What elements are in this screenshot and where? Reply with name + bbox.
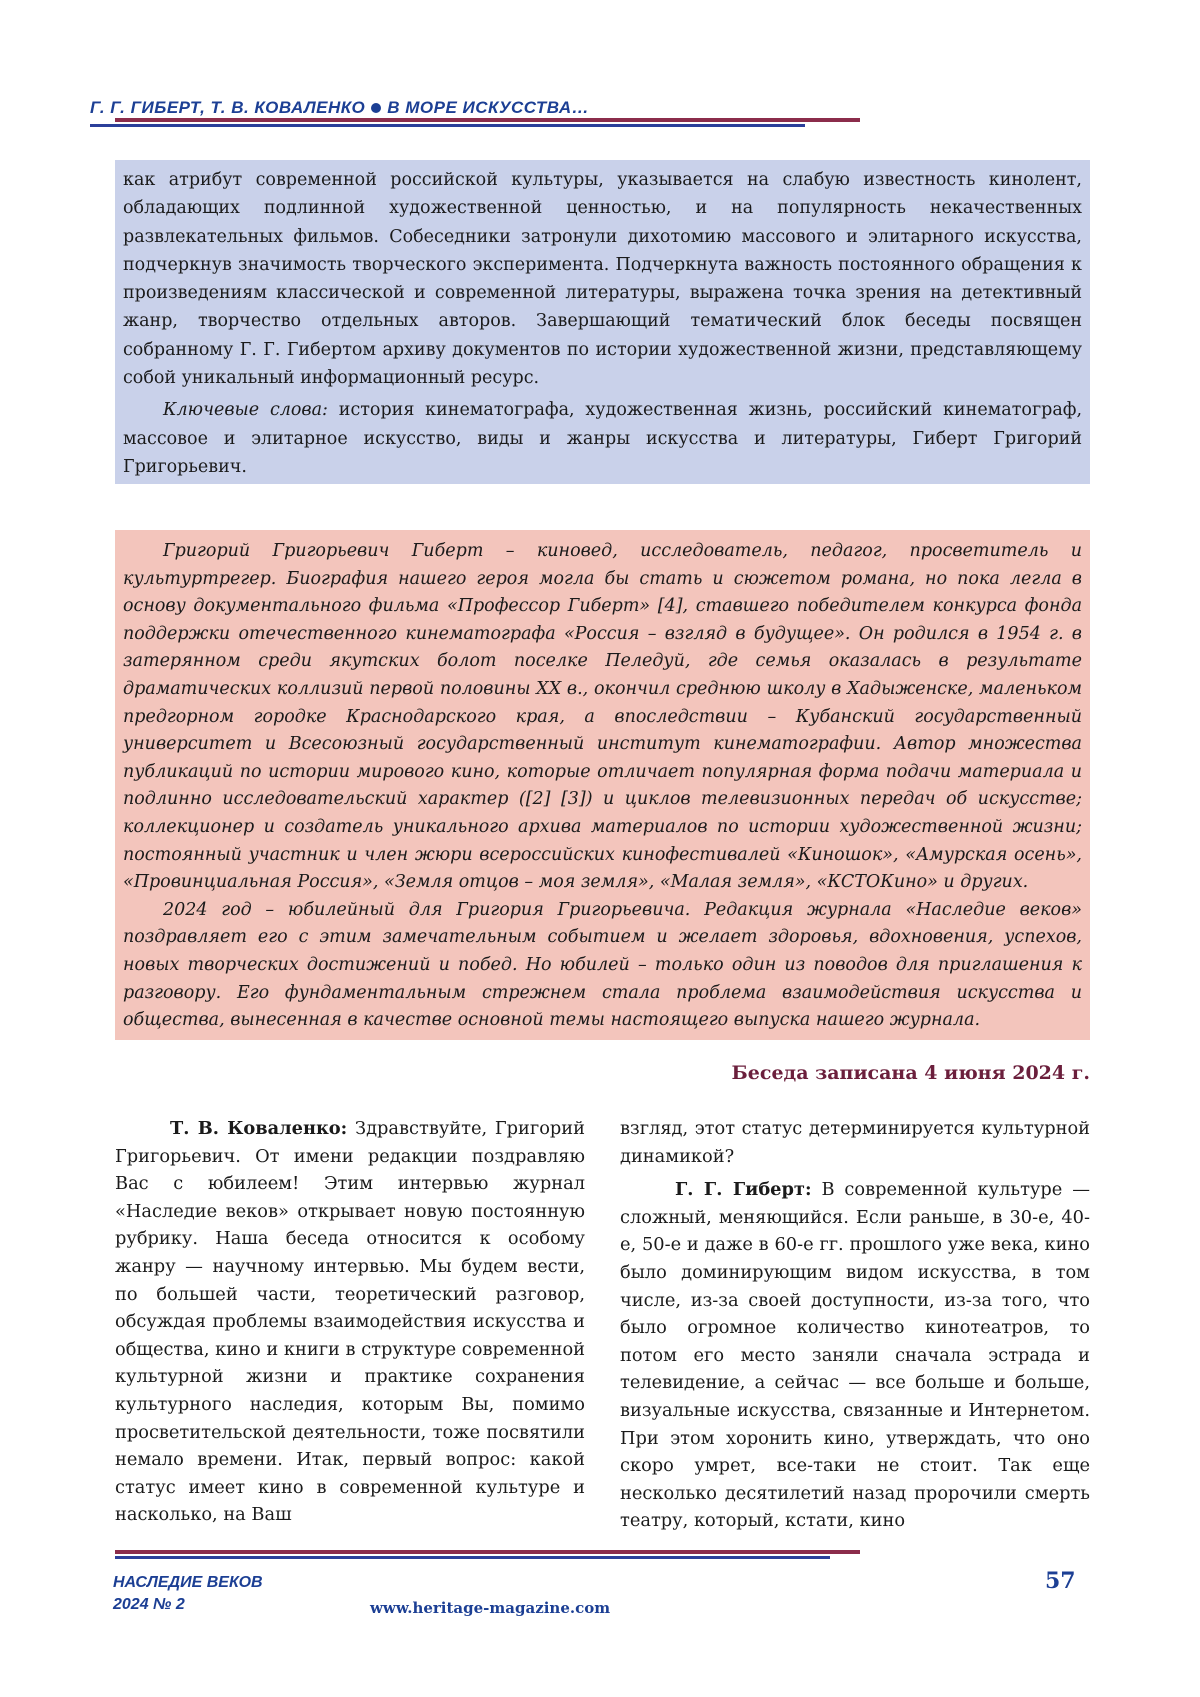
footer-magazine-name: НАСЛЕДИЕ ВЕКОВ: [113, 1574, 263, 1591]
abstract-box: [115, 160, 1090, 484]
abstract-text: как атрибут современной российской культуры, указывается на слабую известность кинолент, обладающих подлинной художественной ценностью, и на популярность некачественных развлекательных фильмов. Собеседники затронули дихотомию массового и элитарного искусства, подчеркнув значимость творческого эксперимента. Подчеркнута важность постоянного обращения к произведениям классической и современной литературы, выражена точка зрения на детективный жанр, творчество отдельных авторов. Завершающий тематический блок беседы посвящен собранному Г. Г. Гибертом архиву документов по истории художественной жизни, представляющему собой уникальный информационный ресурс.: [123, 170, 1082, 389]
speaker-gibert: Г. Г. Гиберт:: [675, 1179, 812, 1201]
header-rule-blue: [90, 124, 805, 127]
biography-box: [115, 530, 1090, 1040]
interview-column-right: [620, 1115, 1090, 1535]
speaker-kovalenko: Т. В. Коваленко:: [170, 1118, 348, 1139]
biography-paragraph-2: 2024 год – юбилейный для Григория Григорьевича. Редакция журнала «Наследие веков» поздравляет его с этим замечательным событием и желает здоровья, вдохновения, успехов, новых творческих достижений и побед. Но юбилей – только один из поводов для приглашения к разговору. Его фундаментальным стрежнем стала проблема взаимодействия искусства и общества, вынесенная в качестве основной темы настоящего выпуска нашего журнала.: [123, 899, 1082, 1031]
header-authors: Г. Г. ГИБЕРТ, Т. В. КОВАЛЕНКО: [90, 98, 366, 117]
question-text: Здравствуйте, Григорий Григорьевич. От имени редакции поздравляю Вас с юбилеем! Этим интервью журнал «Наследие веков» открывает новую постоянную рубрику. Наша беседа относится к особому жанру — научному интервью. Мы будем вести, по большей части, теоретический разговор, обсуждая проблемы взаимодействия искусства и общества, кино и книги в структуре современной культурной жизни и практике сохранения культурного наследия, которым Вы, помимо просветительской деятельности, тоже посвятили немало времени. Итак, первый вопрос: какой статус имеет кино в современной культуре и насколько, на Ваш: [115, 1118, 586, 1526]
header-title: В МОРЕ ИСКУССТВА…: [387, 98, 590, 117]
running-header: [90, 98, 850, 118]
keywords-paragraph: [123, 396, 1082, 481]
keywords-text: история кинематографа, художественная жизнь, российский кинематограф, массовое и элитарное искусство, виды и жанры искусства и литературы, Гиберт Григорий Григорьевич.: [123, 400, 1083, 477]
interview-column-left: [115, 1115, 585, 1529]
answer-text: В современной культуре — сложный, меняющийся. Если раньше, в 30-е, 40-е, 50-е и даже в 60-е гг. прошлого уже века, кино было доминирующим видом искусства, в том числе, из-за своей доступности, из-за того, что было огромное количество кинотеатров, то потом его место заняли сначала эстрада и телевидение, а сейчас — все больше и больше, визуальные искусства, связанные и Интернетом. При этом хоронить кино, утверждать, что оно скоро умрет, все-таки не стоит. Так еще несколько десятилетий назад пророчили смерть театру, который, кстати, кино: [620, 1179, 1090, 1532]
question-paragraph: [115, 1115, 585, 1529]
question-continuation: взгляд, этот статус детерминируется культурной динамикой?: [620, 1118, 1090, 1167]
keywords-label: Ключевые слова:: [163, 400, 328, 421]
recording-date: Беседа записана 4 июня 2024 г.: [731, 1062, 1090, 1084]
footer-magazine-block: [113, 1572, 263, 1616]
footer-rule-red: [115, 1550, 860, 1554]
footer-issue: 2024 № 2: [113, 1596, 185, 1613]
biography-paragraph-1: Григорий Григорьевич Гиберт – киновед, исследователь, педагог, просветитель и культуртрегер. Биография нашего героя могла бы стать и сюжетом романа, но пока легла в основу документального фильма «Профессор Гиберт» [4], ставшего победителем конкурса фонда поддержки отечественного кинематографа «Россия – взгляд в будущее». Он родился в 1954 г. в затерянном среди якутских болот поселке Пеледуй, где семья оказалась в результате драматических коллизий первой половины XX в., окончил среднюю школу в Хадыженске, маленьком предгорном городке Краснодарского края, а впоследствии – Кубанский государственный университет и Всесоюзный государственный институт кинематографии. Автор множества публикаций по истории мирового кино, которые отличает популярная форма подачи материала и подлинно исследовательский характер ([2] [3]) и циклов телевизионных передач об искусстве; коллекционер и создатель уникального архива материалов по истории художественной жизни; постоянный участник и член жюри всероссийских кинофестивалей «Киношок», «Амурская осень», «Провинциальная Россия», «Земля отцов – моя земля», «Малая земля», «КСТОКино» и других.: [123, 541, 1082, 893]
footer-url-link[interactable]: www.heritage-magazine.com: [370, 1599, 611, 1617]
page-number: 57: [1045, 1568, 1076, 1594]
header-rule-red: [115, 118, 860, 122]
footer-rule-blue: [115, 1556, 830, 1559]
answer-paragraph: [620, 1176, 1090, 1535]
bullet-dot-icon: [371, 103, 381, 113]
